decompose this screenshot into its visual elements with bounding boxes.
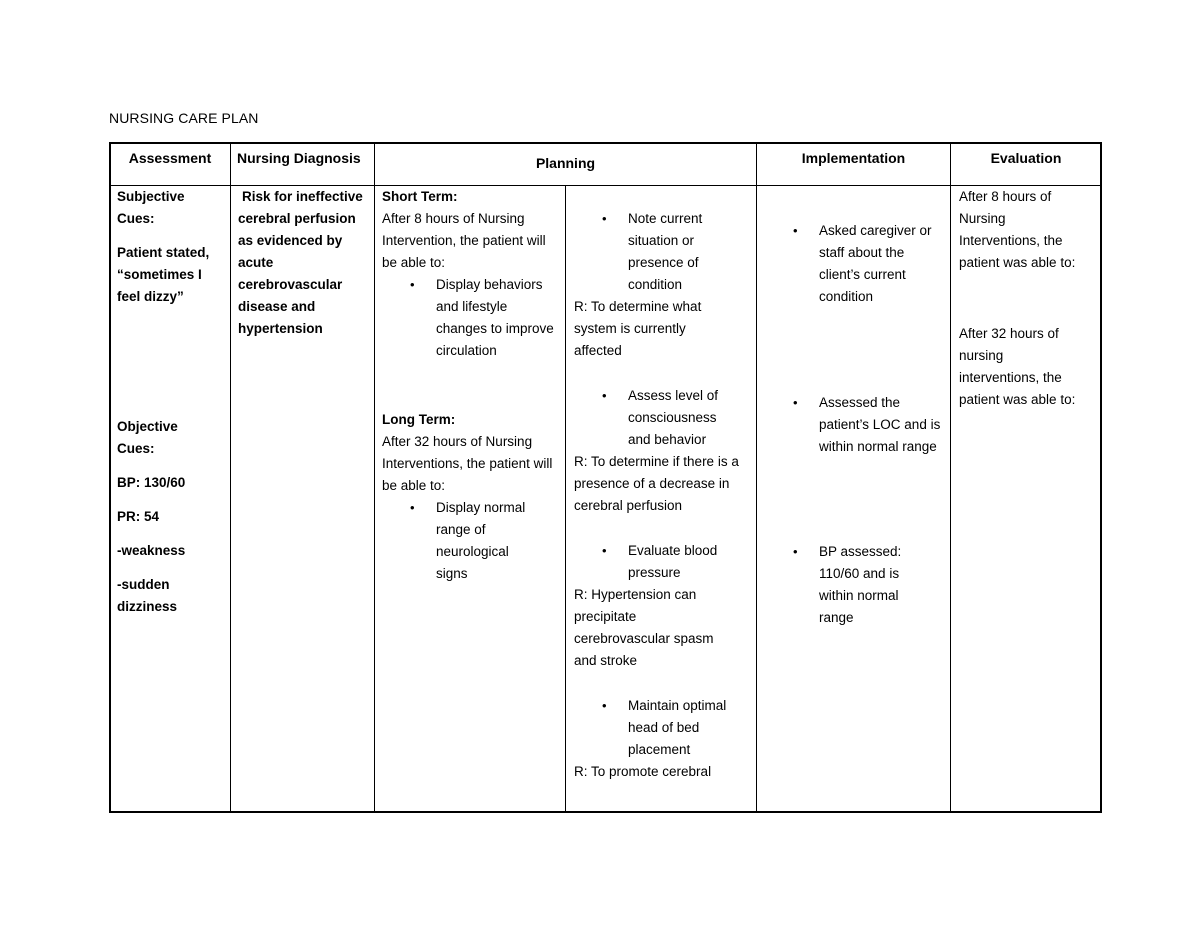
table-border-left	[109, 142, 111, 813]
intervention-rationale: R: To determine what system is currently affected	[574, 299, 702, 358]
short-term-intro: After 8 hours of Nursing Intervention, the patient will be able to:	[382, 211, 546, 270]
implementation-text: BP assessed: 110/60 and is within normal range	[819, 544, 902, 625]
care-plan-table	[109, 142, 1102, 813]
header-assessment: Assessment	[128, 150, 212, 166]
bullet-icon: •	[602, 543, 607, 558]
implementation-item	[765, 541, 929, 629]
implementation-item	[765, 220, 941, 308]
planning-goals-cell	[382, 186, 562, 585]
evaluation-second: After 32 hours of nursing interventions, the patient was able to:	[959, 326, 1076, 407]
bullet-icon: •	[793, 395, 798, 410]
intervention-item	[574, 208, 738, 296]
intervention-item	[574, 695, 748, 761]
document-title: NURSING CARE PLAN	[109, 110, 259, 126]
intervention-rationale: R: Hypertension can precipitate cerebrovascular spasm and stroke	[574, 587, 714, 668]
subjective-cues-heading: Subjective Cues:	[117, 189, 185, 226]
table-border-top	[109, 142, 1102, 144]
evaluation-first: After 8 hours of Nursing Interventions, the patient was able to:	[959, 189, 1076, 270]
column-divider	[565, 185, 566, 813]
bullet-icon: •	[410, 500, 415, 515]
short-term-goal-item	[382, 274, 554, 362]
bullet-icon: •	[793, 223, 798, 238]
pulse-rate-value: PR: 54	[117, 509, 160, 524]
long-term-goal-item	[382, 497, 536, 585]
bullet-icon: •	[602, 388, 607, 403]
intervention-item	[574, 385, 738, 451]
intervention-action: Note current situation or presence of condition	[628, 211, 703, 292]
long-term-intro: After 32 hours of Nursing Interventions, the patient will be able to:	[382, 434, 553, 493]
long-term-goal-text: Display normal range of neurological signs	[436, 500, 526, 581]
bullet-icon: •	[793, 544, 798, 559]
assessment-cell	[117, 186, 225, 618]
implementation-cell	[765, 220, 945, 629]
dizziness-cue: -sudden dizziness	[117, 577, 178, 614]
intervention-action: Evaluate blood pressure	[628, 543, 718, 580]
column-divider	[756, 142, 757, 813]
intervention-action: Assess level of consciousness and behavior	[628, 388, 719, 447]
implementation-text: Asked caregiver or staff about the client’s current condition	[819, 223, 932, 304]
evaluation-cell	[959, 186, 1097, 411]
diagnosis-cell	[238, 186, 370, 340]
diagnosis-text: Risk for ineffective cerebral perfusion as evidenced by acute cerebrovascular disease and hypertension	[238, 189, 363, 336]
long-term-label: Long Term:	[382, 412, 456, 427]
weakness-cue: -weakness	[117, 543, 186, 558]
intervention-rationale: R: To determine if there is a presence of a decrease in cerebral perfusion	[574, 454, 739, 513]
bullet-icon: •	[602, 698, 607, 713]
intervention-rationale: R: To promote cerebral	[574, 764, 712, 779]
header-implementation: Implementation	[801, 150, 906, 166]
intervention-action: Maintain optimal head of bed placement	[628, 698, 727, 757]
short-term-goal-text: Display behaviors and lifestyle changes to improve circulation	[436, 277, 554, 358]
planning-interventions-cell	[574, 208, 752, 783]
implementation-text: Assessed the patient’s LOC and is within normal range	[819, 395, 941, 454]
column-divider	[950, 142, 951, 813]
column-divider	[230, 142, 231, 813]
short-term-label: Short Term:	[382, 189, 458, 204]
bullet-icon: •	[602, 211, 607, 226]
header-nursing-diagnosis: Nursing Diagnosis	[237, 150, 361, 166]
table-border-right	[1100, 142, 1102, 813]
implementation-item	[765, 392, 941, 458]
table-border-bottom	[109, 811, 1102, 813]
bullet-icon: •	[410, 277, 415, 292]
subjective-cues-text: Patient stated, “sometimes I feel dizzy”	[117, 245, 210, 304]
objective-cues-heading: Objective Cues:	[117, 419, 178, 456]
header-planning: Planning	[535, 155, 596, 171]
blood-pressure-value: BP: 130/60	[117, 475, 186, 490]
header-evaluation: Evaluation	[990, 150, 1062, 166]
intervention-item	[574, 540, 738, 584]
column-divider	[374, 142, 375, 813]
